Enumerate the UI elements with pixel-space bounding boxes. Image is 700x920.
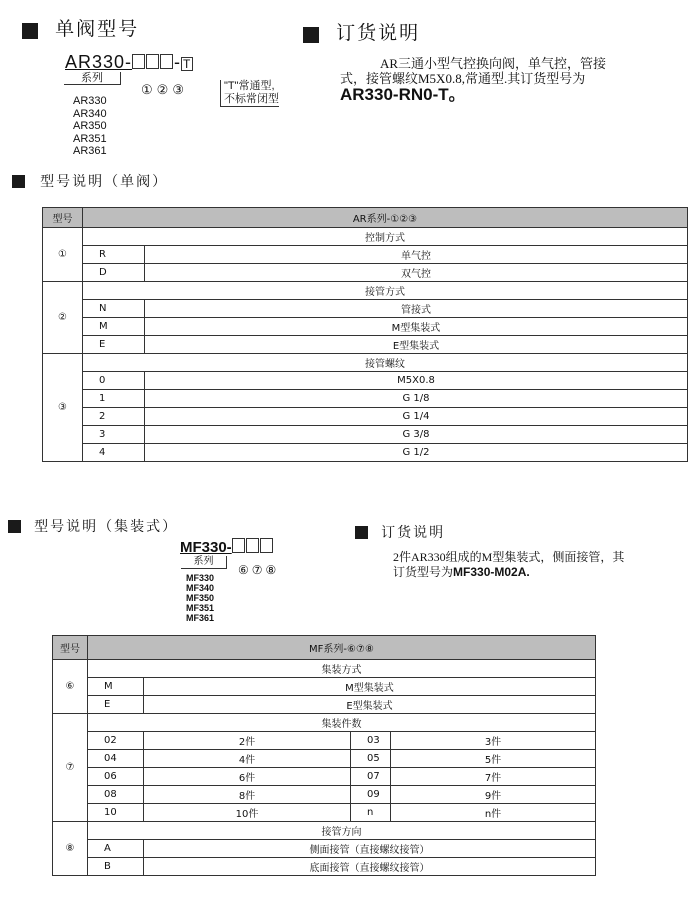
model-table-manifold (52, 635, 596, 876)
series-label: 系列 (181, 556, 227, 569)
series-label: 系列 (64, 72, 121, 85)
code-cell: 08 (88, 786, 144, 804)
desc-cell: 2件 (144, 732, 351, 750)
desc-cell: 底面接管（直接螺纹接管） (144, 858, 596, 876)
table-row (53, 750, 596, 768)
desc-cell: 双气控 (145, 264, 688, 282)
group-marker: ⑧ (53, 822, 88, 876)
code-cell: 04 (88, 750, 144, 768)
code-cell: 07 (351, 768, 391, 786)
code-cell: N (83, 300, 145, 318)
order-description: AR三通小型气控换向阀，单气控，管接 式，接管螺纹M5X0.8,常通型.其订货型号为 AR330-RN0-T。 (340, 56, 700, 104)
code-cell: 4 (83, 444, 145, 462)
code-cell: 1 (83, 390, 145, 408)
code-cell: D (83, 264, 145, 282)
code-cell: 02 (88, 732, 144, 750)
bullet-square-icon (22, 23, 38, 39)
group-name: 控制方式 (83, 228, 688, 246)
group-name: 接管螺纹 (83, 354, 688, 372)
series-list: MF330 MF340 MF350 MF351 MF361 (186, 573, 215, 623)
table-row (43, 390, 688, 408)
table-row (43, 300, 688, 318)
table-row (43, 444, 688, 462)
slot-box (146, 54, 159, 69)
group-marker: ③ (43, 354, 83, 462)
section-model-single (12, 171, 168, 191)
header-cell: MF系列-⑥⑦⑧ (88, 636, 596, 660)
section-single-valve (22, 14, 139, 41)
desc-cell: G 1/8 (145, 390, 688, 408)
markers: ①②③ (141, 82, 188, 97)
desc-cell: E型集装式 (145, 336, 688, 354)
table-row (43, 354, 688, 372)
table-row (53, 732, 596, 750)
code-cell: 10 (88, 804, 144, 822)
t-box: T (183, 57, 192, 71)
group-marker: ⑦ (53, 714, 88, 822)
code-cell: 05 (351, 750, 391, 768)
table-row (43, 408, 688, 426)
table-row (43, 208, 688, 228)
desc-cell: 单气控 (145, 246, 688, 264)
desc-cell: G 1/4 (145, 408, 688, 426)
bullet-square-icon (303, 27, 319, 43)
desc-cell: n件 (391, 804, 596, 822)
group-name: 接管方式 (83, 282, 688, 300)
table-row (43, 336, 688, 354)
desc-cell: 7件 (391, 768, 596, 786)
group-marker: ② (43, 282, 83, 354)
table-row (53, 822, 596, 840)
table-row (53, 678, 596, 696)
desc-cell: M型集装式 (145, 318, 688, 336)
table-row (53, 636, 596, 660)
table-row (53, 786, 596, 804)
order-code: AR330-RN0-T。 (340, 85, 466, 104)
code-cell: B (88, 858, 144, 876)
series-list: AR330 AR340 AR350 AR351 AR361 (73, 95, 107, 157)
group-name: 集装件数 (88, 714, 596, 732)
desc-cell: M5X0.8 (145, 372, 688, 390)
table-row (43, 228, 688, 246)
model-table-single (42, 207, 688, 462)
table-row (53, 804, 596, 822)
group-name: 接管方向 (88, 822, 596, 840)
section-title: 型号说明（单阀） (40, 174, 169, 190)
code-cell: 0 (83, 372, 145, 390)
table-row (53, 840, 596, 858)
code-cell: n (351, 804, 391, 822)
table-row (53, 714, 596, 732)
section-title: 型号说明（集装式） (34, 519, 179, 535)
desc-cell: G 3/8 (145, 426, 688, 444)
code-cell: A (88, 840, 144, 858)
code-cell: 09 (351, 786, 391, 804)
desc-cell: 10件 (144, 804, 351, 822)
section-title: 订货说明 (336, 22, 421, 44)
code-cell: M (83, 318, 145, 336)
code-cell: 03 (351, 732, 391, 750)
code-cell: 3 (83, 426, 145, 444)
slot-box (160, 54, 173, 69)
desc-cell: 4件 (144, 750, 351, 768)
desc-cell: E型集装式 (144, 696, 596, 714)
desc-cell: 9件 (391, 786, 596, 804)
model-code-diagram (65, 52, 193, 73)
table-row (43, 282, 688, 300)
table-row (43, 318, 688, 336)
desc-cell: M型集装式 (144, 678, 596, 696)
header-cell: 型号 (43, 208, 83, 228)
manifold-code-diagram: MF330- (180, 538, 274, 556)
table-row (43, 246, 688, 264)
slot-box (132, 54, 145, 69)
model-prefix: AR330- (65, 52, 133, 72)
table-row (43, 264, 688, 282)
section-title: 单阀型号 (55, 18, 140, 40)
code-cell: 2 (83, 408, 145, 426)
dash: - (174, 52, 182, 72)
code-cell: 06 (88, 768, 144, 786)
desc-cell: 5件 (391, 750, 596, 768)
order-description-2: 2件AR330组成的M型集装式，侧面接管，其 订货型号为MF330-M02A. (393, 550, 625, 579)
section-order-info (303, 18, 420, 45)
desc-cell: 3件 (391, 732, 596, 750)
desc-cell: 6件 (144, 768, 351, 786)
header-cell: AR系列-①②③ (83, 208, 688, 228)
table-row (53, 858, 596, 876)
table-row (53, 660, 596, 678)
table-row (53, 768, 596, 786)
code-cell: E (83, 336, 145, 354)
section-order-info-2 (355, 522, 445, 542)
group-marker: ① (43, 228, 83, 282)
group-marker: ⑥ (53, 660, 88, 714)
section-model-manifold (8, 516, 178, 536)
markers: ⑥⑦⑧ (238, 563, 280, 577)
desc-cell: 管接式 (145, 300, 688, 318)
header-cell: 型号 (53, 636, 88, 660)
code-cell: M (88, 678, 144, 696)
table-row (43, 372, 688, 390)
section-title: 订货说明 (381, 525, 446, 541)
group-name: 集装方式 (88, 660, 596, 678)
desc-cell: 侧面接管（直接螺纹接管） (144, 840, 596, 858)
table-row (43, 426, 688, 444)
desc-cell: G 1/2 (145, 444, 688, 462)
desc-cell: 8件 (144, 786, 351, 804)
t-note: "T"常通型, 不标常闭型 (220, 80, 279, 107)
table-row (53, 696, 596, 714)
code-cell: E (88, 696, 144, 714)
code-cell: R (83, 246, 145, 264)
